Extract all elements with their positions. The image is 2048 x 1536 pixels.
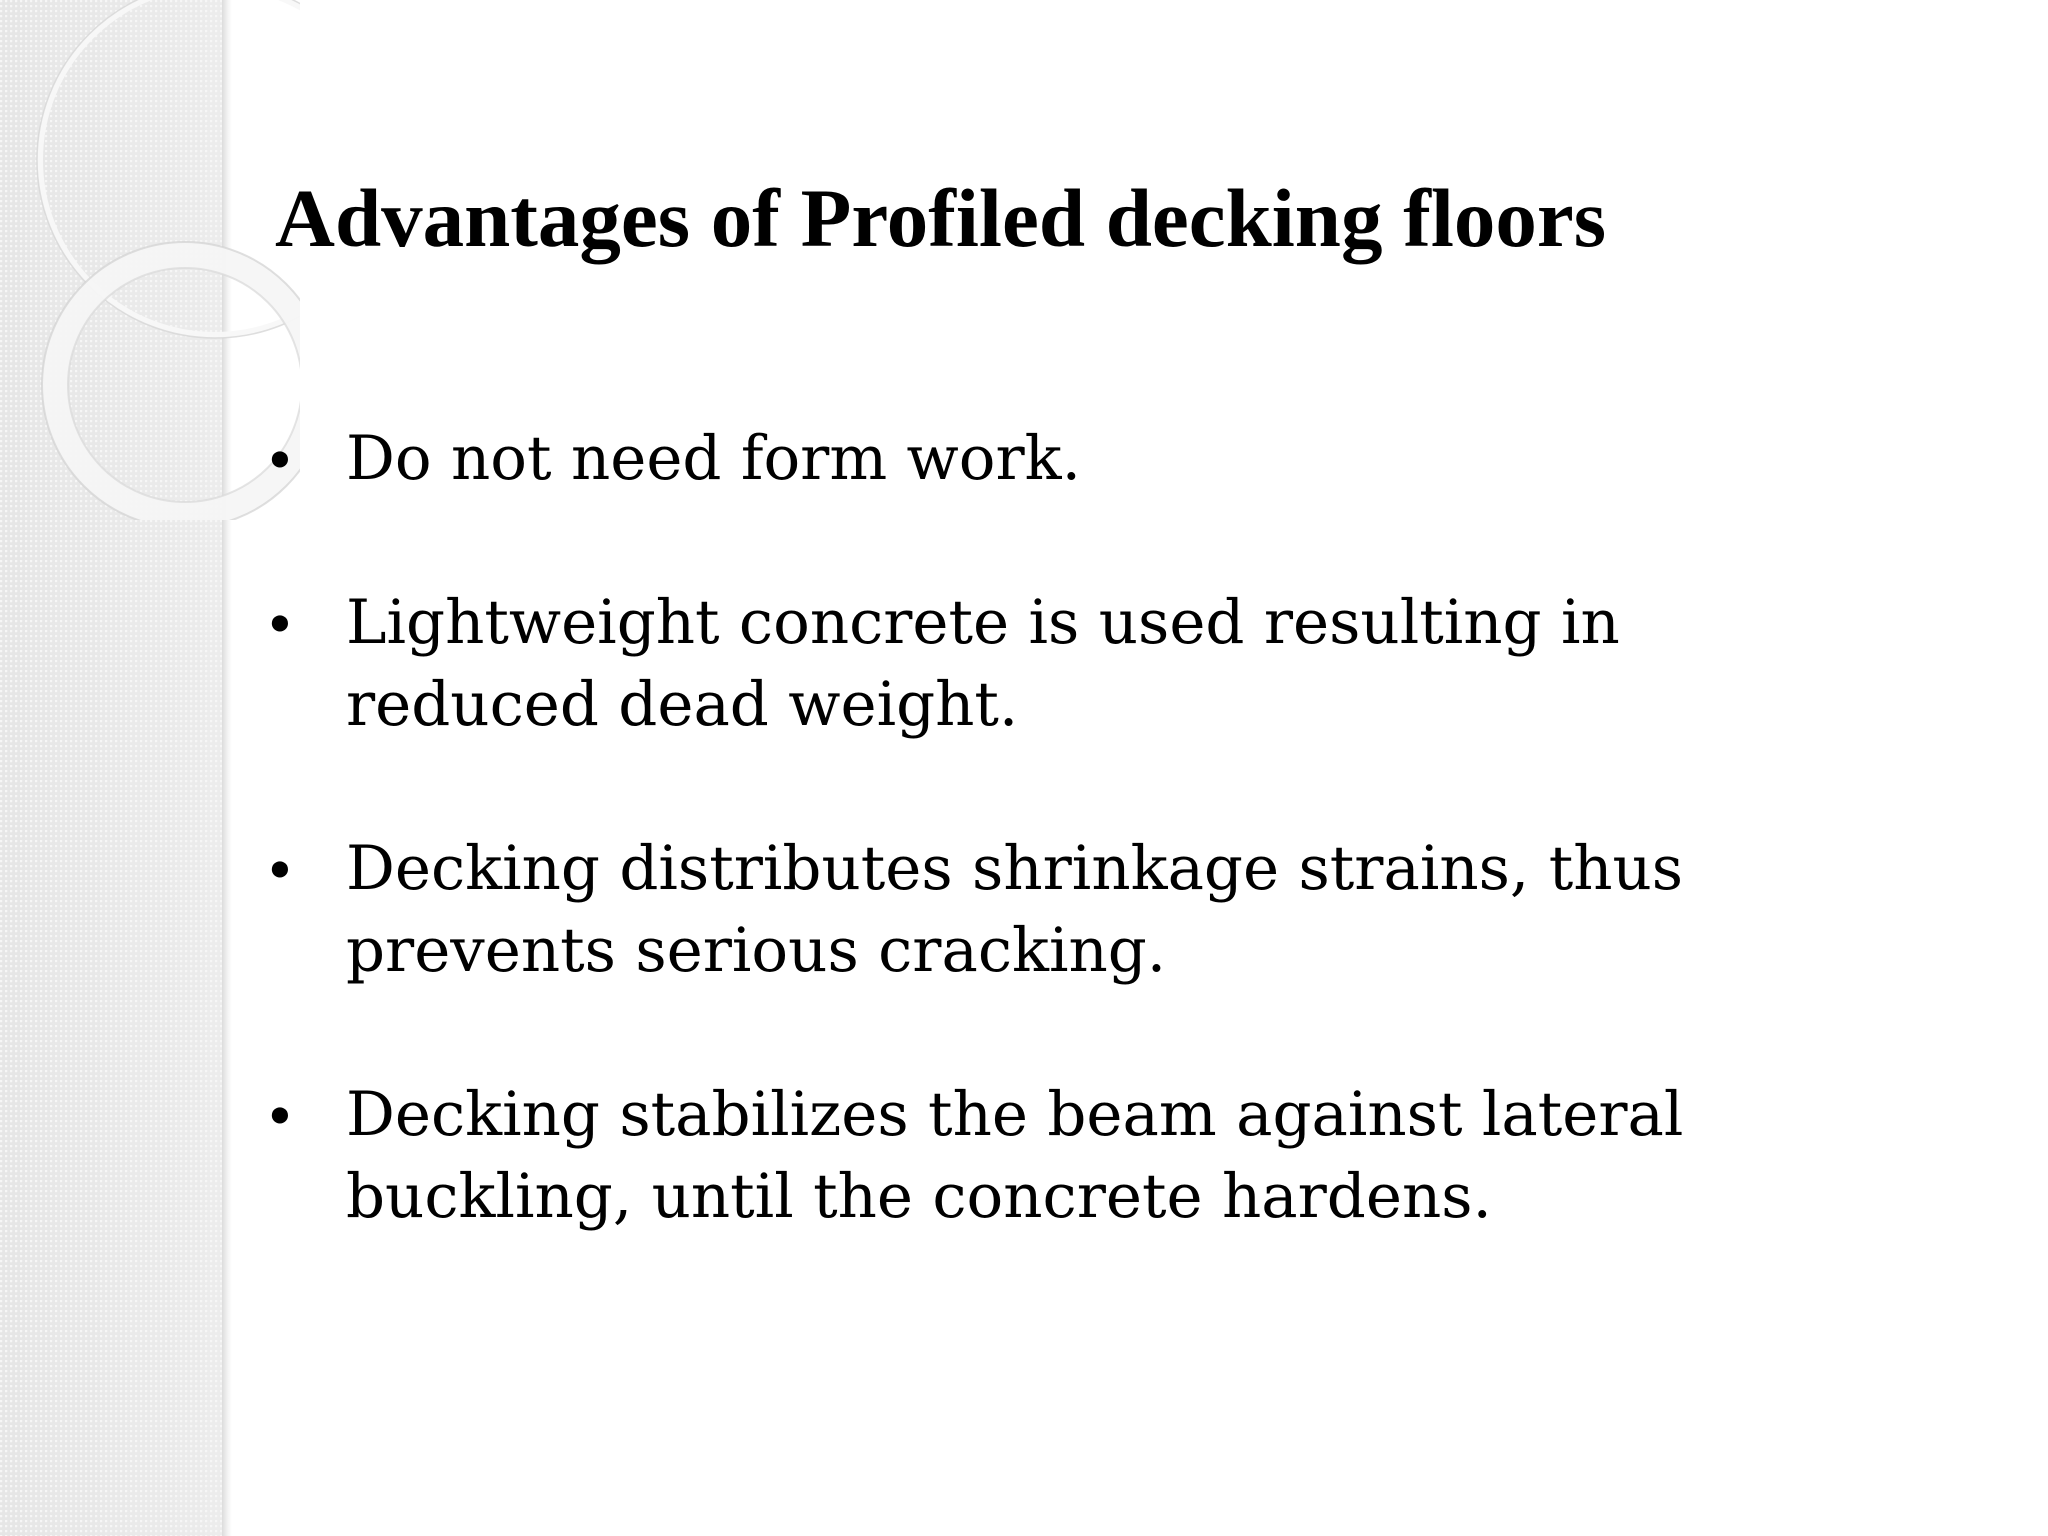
bullet-text: Decking stabilizes the beam against lateral buckling, until the concrete hardens. bbox=[346, 1079, 1684, 1232]
bullet-text: Lightweight concrete is used resulting in reduced dead weight. bbox=[346, 587, 1620, 740]
bullet-item bbox=[268, 828, 1968, 992]
bullet-text: Do not need form work. bbox=[346, 423, 1082, 494]
bullet-item bbox=[268, 1074, 1968, 1238]
slide-title: Advantages of Profiled decking floors bbox=[275, 172, 1607, 264]
bullet-glyph: • bbox=[268, 831, 292, 907]
bullet-glyph: • bbox=[268, 585, 292, 661]
bullet-glyph: • bbox=[268, 1077, 292, 1153]
bullet-item bbox=[268, 418, 1968, 500]
bullet-glyph: • bbox=[268, 421, 292, 497]
bullet-item bbox=[268, 582, 1968, 746]
decorative-rings bbox=[0, 0, 300, 520]
bullet-text: Decking distributes shrinkage strains, thus prevents serious cracking. bbox=[346, 833, 1684, 986]
bullet-list bbox=[268, 418, 1968, 1320]
small-ring bbox=[55, 255, 300, 515]
